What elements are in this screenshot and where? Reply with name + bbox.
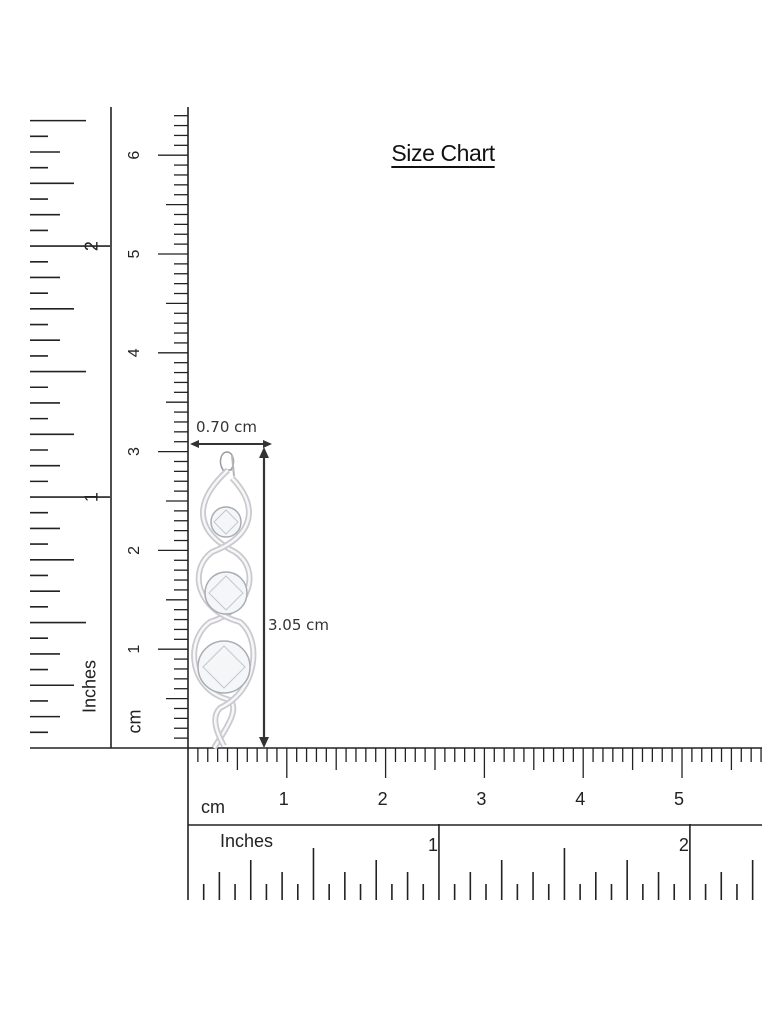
inch-tick-label: 1 bbox=[427, 834, 438, 855]
horizontal-cm-unit-label: cm bbox=[201, 797, 225, 817]
horizontal-inches-tick-labels bbox=[428, 835, 689, 855]
height-dimension-label: 3.05 cm bbox=[268, 616, 330, 634]
vertical-cm-unit-label: cm bbox=[124, 709, 145, 734]
vertical-cm-tick-labels bbox=[126, 151, 143, 654]
cm-tick-label: 2 bbox=[126, 545, 144, 555]
horizontal-inches-ruler bbox=[204, 824, 753, 900]
pendant-image bbox=[194, 452, 253, 748]
cm-tick-label: 3 bbox=[126, 447, 144, 457]
inch-tick-label: 2 bbox=[81, 241, 102, 252]
cm-tick-label: 3 bbox=[476, 788, 487, 809]
vertical-inches-unit-label: Inches bbox=[79, 659, 100, 714]
cm-tick-label: 1 bbox=[278, 788, 289, 809]
inch-tick-label: 2 bbox=[678, 834, 689, 855]
width-dimension-arrow bbox=[190, 440, 272, 448]
cm-tick-label: 5 bbox=[673, 788, 685, 809]
cm-tick-label: 5 bbox=[126, 249, 144, 259]
height-dimension-arrow bbox=[259, 447, 269, 748]
vertical-inches-ruler bbox=[30, 121, 110, 733]
inch-tick-label: 1 bbox=[81, 492, 102, 503]
horizontal-cm-tick-labels bbox=[279, 789, 684, 809]
cm-tick-label: 1 bbox=[126, 644, 144, 654]
cm-tick-label: 2 bbox=[377, 788, 388, 809]
horizontal-cm-ruler bbox=[198, 748, 761, 778]
cm-tick-label: 4 bbox=[575, 788, 586, 809]
vertical-cm-ruler bbox=[158, 116, 188, 738]
width-dimension-label: 0.70 cm bbox=[196, 418, 258, 436]
cm-tick-label: 4 bbox=[126, 348, 144, 358]
size-chart-title: Size Chart bbox=[391, 140, 495, 166]
cm-tick-label: 6 bbox=[126, 150, 144, 160]
horizontal-inches-unit-label: Inches bbox=[220, 831, 274, 851]
